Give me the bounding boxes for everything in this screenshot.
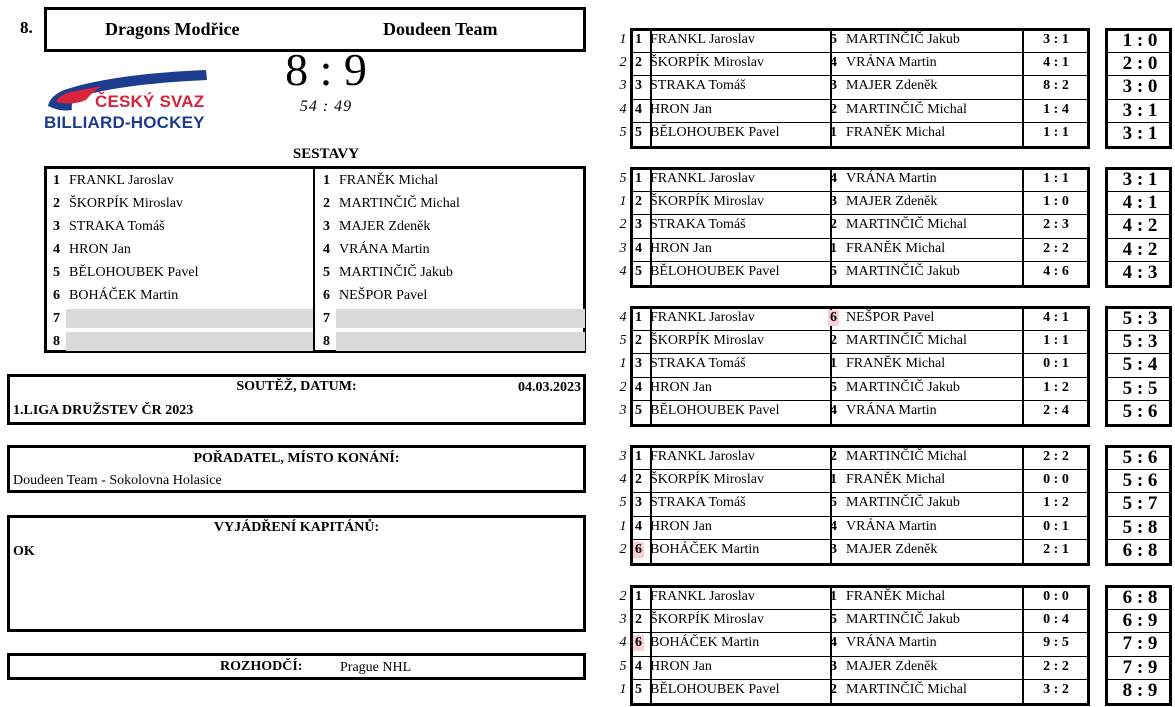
lineup-row [317, 307, 585, 330]
match-row [618, 99, 1174, 122]
match-result: 1 : 1 [1043, 124, 1069, 140]
running-total: 5 : 8 [1122, 516, 1158, 538]
away-player-name: VRÁNA Martin [846, 55, 937, 71]
match-row [618, 400, 1174, 423]
away-player-number: 2 [830, 681, 837, 697]
match-result: 2 : 2 [1043, 658, 1069, 674]
match-result: 1 : 4 [1043, 101, 1069, 117]
lineup-row [47, 261, 313, 284]
lineup-row [47, 192, 313, 215]
match-row [618, 446, 1174, 469]
away-player-number: 2 [830, 449, 837, 464]
away-player-number: 3 [830, 194, 837, 210]
home-player-number: 3 [635, 495, 642, 511]
lineup-row [317, 330, 585, 353]
away-player-number: 1 [830, 589, 837, 604]
away-player-number: 2 [830, 101, 837, 117]
round-order: 5 [619, 495, 627, 511]
player-name [66, 332, 313, 351]
player-name [66, 309, 313, 328]
round-order: 1 [619, 681, 627, 697]
away-player-name: MARTINČIČ Michal [846, 449, 967, 464]
match-score: 8 : 9 [285, 44, 367, 95]
match-row [618, 75, 1174, 98]
away-player-number: 1 [830, 240, 837, 256]
round-order: 1 [619, 194, 627, 210]
set-block [618, 28, 1174, 149]
home-player-number: 3 [635, 78, 642, 94]
away-player-number: 5 [830, 495, 837, 511]
running-total: 3 : 1 [1122, 122, 1158, 144]
match-result: 0 : 1 [1043, 518, 1069, 534]
referee-value: Prague NHL [340, 660, 412, 675]
match-row [618, 516, 1174, 539]
captains-label: VYJÁDŘENÍ KAPITÁNŮ: [213, 520, 380, 535]
logo-line-1: ČESKÝ SVAZ [95, 92, 205, 111]
away-player-number: 1 [830, 124, 837, 140]
away-player-name: MARTINČIČ Jakub [846, 263, 960, 279]
lineup-row [47, 169, 313, 192]
running-total: 7 : 9 [1122, 656, 1158, 678]
player-number: 3 [53, 219, 60, 234]
match-row [618, 492, 1174, 515]
round-order: 3 [619, 78, 627, 94]
home-player-name: ŠKORPÍK Miroslav [650, 55, 764, 71]
away-player-number: 5 [830, 379, 837, 395]
away-player-name: VRÁNA Martin [846, 518, 937, 534]
away-player-number: 3 [830, 541, 837, 557]
organizer-label: POŘADATEL, MÍSTO KONÁNÍ: [193, 451, 400, 466]
away-player-name: MAJER Zdeněk [846, 78, 938, 94]
away-player-number: 4 [830, 171, 837, 186]
running-total: 6 : 9 [1122, 610, 1158, 632]
match-result: 1 : 2 [1043, 379, 1069, 395]
player-number: 5 [53, 265, 60, 280]
match-result: 3 : 2 [1043, 681, 1069, 697]
lineup-row [47, 284, 313, 307]
player-name: FRANKL Jaroslav [69, 173, 174, 188]
match-result: 4 : 6 [1043, 263, 1069, 279]
player-number: 6 [323, 288, 330, 303]
running-total: 6 : 8 [1122, 539, 1158, 561]
captains-box [7, 515, 586, 632]
home-player-number: 4 [635, 101, 642, 117]
round-order: 4 [619, 310, 627, 325]
home-player-number: 2 [635, 612, 642, 628]
round-order: 2 [619, 55, 627, 71]
player-number: 3 [323, 219, 330, 234]
away-player-number: 1 [830, 472, 837, 488]
away-player-name: VRÁNA Martin [846, 635, 937, 651]
home-player-number: 6 [635, 541, 642, 557]
round-order: 4 [619, 263, 627, 279]
home-player-name: BĚLOHOUBEK Pavel [650, 402, 780, 418]
match-result: 2 : 2 [1043, 449, 1069, 464]
running-total: 3 : 1 [1122, 169, 1158, 190]
match-result: 4 : 1 [1043, 55, 1069, 71]
captains-value: OK [13, 544, 35, 559]
lineup-row [47, 238, 313, 261]
home-player-number: 2 [635, 333, 642, 349]
away-player-number: 5 [830, 612, 837, 628]
set-block [618, 445, 1174, 566]
running-total: 5 : 7 [1122, 493, 1158, 515]
home-player-name: BOHÁČEK Martin [650, 635, 760, 651]
competition-value: 1.LIGA DRUŽSTEV ČR 2023 [13, 403, 194, 418]
home-player-number: 2 [635, 472, 642, 488]
player-number: 1 [323, 173, 330, 188]
home-player-name: STRAKA Tomáš [650, 217, 746, 233]
away-player-name: MARTINČIČ Jakub [846, 379, 960, 395]
player-name: HRON Jan [69, 242, 131, 257]
home-player-name: BĚLOHOUBEK Pavel [650, 263, 780, 279]
player-name: BĚLOHOUBEK Pavel [69, 265, 199, 280]
home-player-number: 4 [635, 379, 642, 395]
round-order: 5 [619, 124, 627, 140]
home-player-number: 4 [635, 658, 642, 674]
away-player-number: 2 [830, 217, 837, 233]
home-player-number: 3 [635, 356, 642, 372]
lineups-title: SESTAVY [292, 146, 360, 162]
referee-label: ROZHODČÍ: [220, 659, 303, 674]
competition-box [7, 374, 586, 425]
match-result: 2 : 1 [1043, 541, 1069, 557]
away-player-name: MARTINČIČ Michal [846, 333, 967, 349]
match-row [618, 586, 1174, 609]
home-player-number: 3 [635, 217, 642, 233]
away-player-number: 4 [830, 55, 837, 71]
match-row [618, 330, 1174, 353]
running-total: 1 : 0 [1122, 30, 1158, 51]
running-total: 3 : 1 [1122, 99, 1158, 121]
away-player-name: MAJER Zdeněk [846, 658, 938, 674]
running-total: 5 : 6 [1122, 447, 1158, 468]
lineup-row [47, 307, 313, 330]
running-total: 5 : 3 [1122, 308, 1158, 329]
player-name: MAJER Zdeněk [339, 219, 431, 234]
lineup-row [317, 238, 585, 261]
match-result: 2 : 3 [1043, 217, 1069, 233]
organizer-box [7, 445, 586, 493]
match-result: 1 : 1 [1043, 171, 1069, 186]
federation-logo [42, 66, 212, 136]
away-player-number: 6 [830, 310, 837, 325]
running-total: 4 : 3 [1122, 261, 1158, 283]
match-row [618, 539, 1174, 562]
away-player-name: MARTINČIČ Jakub [846, 612, 960, 628]
home-player-name: FRANKL Jaroslav [650, 171, 755, 186]
home-player-number: 1 [635, 32, 642, 47]
home-player-number: 1 [635, 449, 642, 464]
round-order: 2 [619, 379, 627, 395]
home-player-name: HRON Jan [650, 240, 712, 256]
player-name: ŠKORPÍK Miroslav [69, 196, 183, 211]
away-player-name: FRANĚK Michal [846, 356, 946, 372]
away-player-name: MARTINČIČ Jakub [846, 495, 960, 511]
home-player-number: 5 [635, 681, 642, 697]
away-player-name: NEŠPOR Pavel [846, 310, 935, 325]
away-player-name: FRANĚK Michal [846, 124, 946, 140]
home-player-number: 1 [635, 171, 642, 186]
player-number: 7 [53, 311, 60, 326]
match-result: 0 : 0 [1043, 589, 1069, 604]
set-block [618, 167, 1174, 288]
competition-label: SOUTĚŽ, DATUM: [236, 379, 357, 394]
referee-box [7, 653, 586, 680]
running-total: 5 : 5 [1122, 377, 1158, 399]
running-total: 2 : 0 [1122, 53, 1158, 75]
round-order: 1 [619, 518, 627, 534]
match-row [618, 307, 1174, 330]
running-total: 5 : 6 [1122, 400, 1158, 422]
running-total: 6 : 8 [1122, 587, 1158, 608]
match-row [618, 29, 1174, 52]
match-row [618, 632, 1174, 655]
match-row [618, 609, 1174, 632]
home-player-name: ŠKORPÍK Miroslav [650, 333, 764, 349]
home-player-name: FRANKL Jaroslav [650, 310, 755, 325]
match-result: 3 : 1 [1043, 32, 1069, 47]
running-total: 5 : 6 [1122, 470, 1158, 492]
match-row [618, 191, 1174, 214]
match-row [618, 52, 1174, 75]
match-row [618, 214, 1174, 237]
lineup-row [47, 215, 313, 238]
player-number: 2 [323, 196, 330, 211]
round-order: 1 [619, 356, 627, 372]
round-order: 3 [619, 612, 627, 628]
match-row [618, 656, 1174, 679]
player-number: 4 [53, 242, 60, 257]
away-player-name: VRÁNA Martin [846, 171, 937, 186]
home-player-number: 6 [635, 635, 642, 651]
away-player-name: MAJER Zdeněk [846, 194, 938, 210]
away-player-number: 2 [830, 333, 837, 349]
running-total: 5 : 4 [1122, 354, 1158, 376]
home-player-name: ŠKORPÍK Miroslav [650, 194, 764, 210]
lineup-away [317, 169, 585, 350]
player-name: MARTINČIČ Michal [339, 196, 460, 211]
away-player-name: VRÁNA Martin [846, 402, 937, 418]
match-row [618, 679, 1174, 702]
away-player-name: FRANĚK Michal [846, 589, 946, 604]
player-number: 7 [323, 311, 330, 326]
match-row [618, 238, 1174, 261]
away-player-name: MARTINČIČ Michal [846, 681, 967, 697]
home-player-name: BOHÁČEK Martin [650, 541, 760, 557]
match-row [618, 261, 1174, 284]
lineups-table [44, 166, 586, 353]
team-home-name: Dragons Modřice [105, 19, 240, 39]
match-result: 0 : 4 [1043, 612, 1069, 628]
player-name: NEŠPOR Pavel [339, 288, 428, 303]
match-row [618, 168, 1174, 191]
home-player-name: STRAKA Tomáš [650, 356, 746, 372]
round-order: 3 [619, 240, 627, 256]
player-name [336, 309, 585, 328]
running-total: 7 : 9 [1122, 633, 1158, 655]
home-player-name: HRON Jan [650, 518, 712, 534]
home-player-name: HRON Jan [650, 101, 712, 117]
home-player-name: HRON Jan [650, 379, 712, 395]
away-player-number: 5 [830, 263, 837, 279]
round-order: 5 [619, 333, 627, 349]
logo-line-2: BILLIARD-HOCKEY [44, 113, 205, 132]
player-name: BOHÁČEK Martin [69, 288, 179, 303]
running-total: 4 : 2 [1122, 238, 1158, 260]
player-number: 8 [323, 334, 330, 349]
home-player-number: 4 [635, 240, 642, 256]
round-order: 4 [619, 635, 627, 651]
home-player-number: 1 [635, 589, 642, 604]
match-date: 04.03.2023 [518, 380, 581, 395]
match-row [618, 353, 1174, 376]
away-player-name: MARTINČIČ Michal [846, 101, 967, 117]
player-number: 2 [53, 196, 60, 211]
lineup-home [47, 169, 315, 350]
running-total: 3 : 0 [1122, 76, 1158, 98]
organizer-value: Doudeen Team - Sokolovna Holasice [13, 473, 222, 488]
away-player-number: 3 [830, 78, 837, 94]
player-name [336, 332, 585, 351]
set-block [618, 585, 1174, 706]
round-order: 3 [619, 402, 627, 418]
home-player-name: FRANKL Jaroslav [650, 449, 755, 464]
running-total: 4 : 2 [1122, 215, 1158, 237]
round-order: 5 [619, 658, 627, 674]
player-number: 5 [323, 265, 330, 280]
match-result: 1 : 2 [1043, 495, 1069, 511]
match-result: 1 : 1 [1043, 333, 1069, 349]
player-number: 6 [53, 288, 60, 303]
match-result: 9 : 5 [1043, 635, 1069, 651]
home-player-name: STRAKA Tomáš [650, 495, 746, 511]
match-row [618, 122, 1174, 145]
player-number: 1 [53, 173, 60, 188]
home-player-name: HRON Jan [650, 658, 712, 674]
team-away-name: Doudeen Team [383, 19, 498, 39]
lineup-row [47, 330, 313, 353]
home-player-number: 5 [635, 124, 642, 140]
round-order: 3 [619, 449, 627, 464]
home-player-name: STRAKA Tomáš [650, 78, 746, 94]
home-player-number: 4 [635, 518, 642, 534]
away-player-number: 4 [830, 635, 837, 651]
away-player-number: 4 [830, 518, 837, 534]
match-row [618, 377, 1174, 400]
away-player-name: MARTINČIČ Jakub [846, 32, 960, 47]
player-name: FRANĚK Michal [339, 173, 439, 188]
home-player-name: ŠKORPÍK Miroslav [650, 612, 764, 628]
away-player-name: MAJER Zdeněk [846, 541, 938, 557]
player-number: 8 [53, 334, 60, 349]
round-order: 2 [619, 217, 627, 233]
running-total: 4 : 1 [1122, 192, 1158, 214]
home-player-name: FRANKL Jaroslav [650, 589, 755, 604]
match-result: 2 : 4 [1043, 402, 1069, 418]
away-player-name: FRANĚK Michal [846, 240, 946, 256]
home-player-name: BĚLOHOUBEK Pavel [650, 681, 780, 697]
lineup-row [317, 192, 585, 215]
home-player-number: 1 [635, 310, 642, 325]
lineup-row [317, 284, 585, 307]
home-player-number: 2 [635, 55, 642, 71]
player-name: STRAKA Tomáš [69, 219, 165, 234]
away-player-number: 1 [830, 356, 837, 372]
round-order: 4 [619, 101, 627, 117]
away-player-number: 4 [830, 402, 837, 418]
round-order: 1 [619, 32, 627, 47]
home-player-name: BĚLOHOUBEK Pavel [650, 124, 780, 140]
home-player-number: 5 [635, 263, 642, 279]
player-name: VRÁNA Martin [339, 242, 430, 257]
lineup-row [317, 261, 585, 284]
away-player-name: MARTINČIČ Michal [846, 217, 967, 233]
player-number: 4 [323, 242, 330, 257]
match-result: 8 : 2 [1043, 78, 1069, 94]
lineup-row [317, 215, 585, 238]
match-result: 0 : 1 [1043, 356, 1069, 372]
set-block [618, 306, 1174, 427]
away-player-number: 3 [830, 658, 837, 674]
away-player-name: FRANĚK Michal [846, 472, 946, 488]
goal-score: 54 : 49 [299, 98, 353, 115]
running-total: 5 : 3 [1122, 331, 1158, 353]
round-order: 5 [619, 171, 627, 186]
match-result: 0 : 0 [1043, 472, 1069, 488]
round-order: 2 [619, 589, 627, 604]
player-name: MARTINČIČ Jakub [339, 265, 453, 280]
match-result: 1 : 0 [1043, 194, 1069, 210]
home-player-name: FRANKL Jaroslav [650, 32, 755, 47]
match-row [618, 469, 1174, 492]
running-total: 8 : 9 [1122, 679, 1158, 701]
match-result: 2 : 2 [1043, 240, 1069, 256]
home-player-number: 2 [635, 194, 642, 210]
home-player-name: ŠKORPÍK Miroslav [650, 472, 764, 488]
away-player-number: 5 [830, 32, 837, 47]
round-number: 8. [20, 18, 33, 37]
home-player-number: 5 [635, 402, 642, 418]
lineup-row [317, 169, 585, 192]
round-order: 4 [619, 472, 627, 488]
round-order: 2 [619, 541, 627, 557]
match-result: 4 : 1 [1043, 310, 1069, 325]
